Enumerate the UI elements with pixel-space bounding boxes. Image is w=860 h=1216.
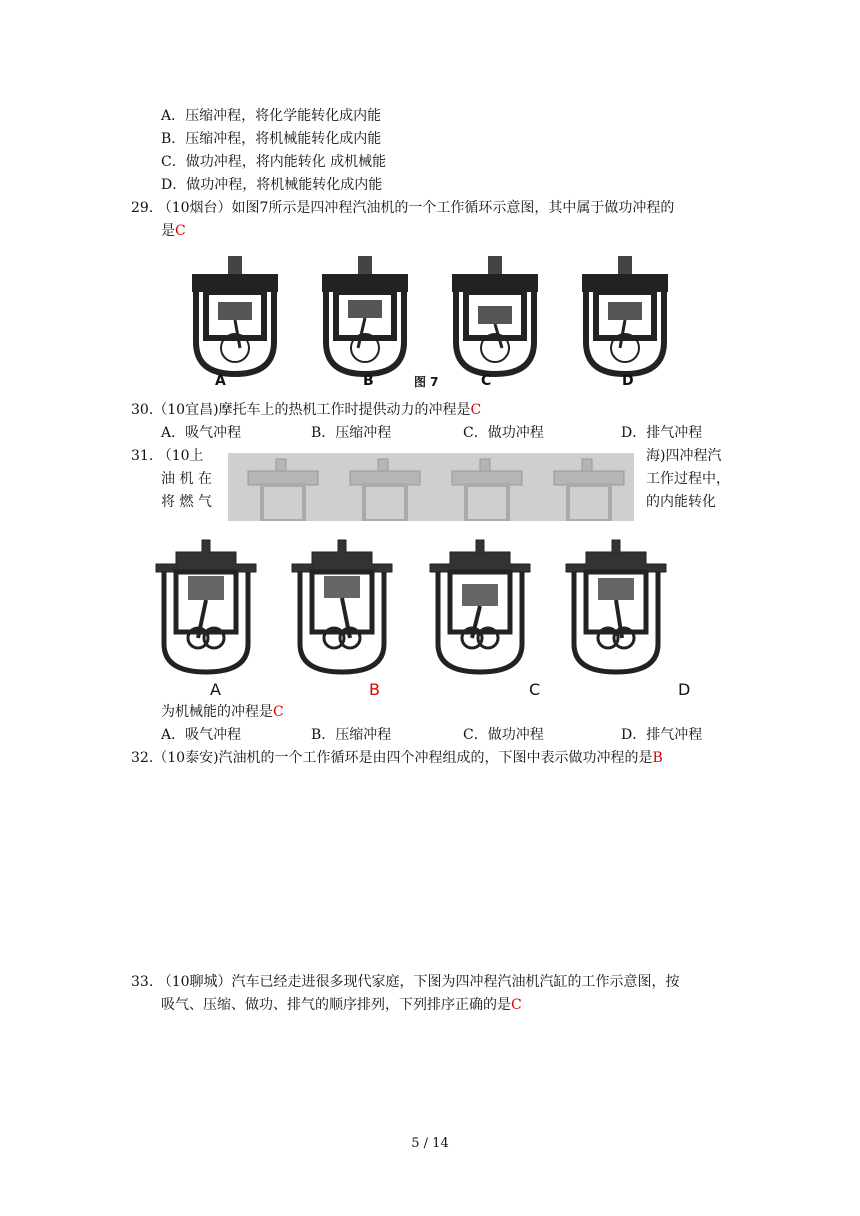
q30-text xyxy=(131,400,481,420)
q31-label-b: B xyxy=(369,680,380,699)
q31-engines-figure xyxy=(150,530,680,680)
q33-text-line1: 33. （10聊城）汽车已经走进很多现代家庭，下图为四冲程汽油机汽缸的工作示意图，按 xyxy=(131,974,680,990)
fig7-label-b: B xyxy=(363,373,374,389)
q28-option-d: D．做功冲程，将机械能转化成内能 xyxy=(161,177,383,193)
q30-option-b: B．压缩冲程 xyxy=(311,425,392,441)
figure-7-engines xyxy=(180,244,690,394)
q31-option-c: C．做功冲程 xyxy=(463,727,544,743)
q32-answer: B xyxy=(652,750,663,766)
q32-text xyxy=(131,748,663,768)
q31-left-2: 油 机 在 xyxy=(161,471,212,487)
q31-right-2: 工作过程中， xyxy=(646,471,730,487)
q31-left-3: 将 燃 气 xyxy=(161,494,212,510)
faded-engines xyxy=(228,453,634,521)
q31-option-d: D．排气冲程 xyxy=(621,727,703,743)
q31-right-3: 的内能转化 xyxy=(646,494,716,510)
q30-answer: C xyxy=(470,402,482,418)
engine-diagram xyxy=(192,256,668,374)
q29-text-line1: 29. （10烟台）如图7所示是四冲程汽油机的一个工作循环示意图，其中属于做功冲程的 xyxy=(131,200,675,216)
q28-option-b: B．压缩冲程，将机械能转化成内能 xyxy=(161,131,382,147)
q31-tail xyxy=(161,702,284,722)
q29-answer: C xyxy=(175,223,186,239)
q33-answer: C xyxy=(511,997,522,1013)
q31-faded-engine-image xyxy=(228,453,634,521)
q30-stem: 30.（10宜昌)摩托车上的热机工作时提供动力的冲程是 xyxy=(131,402,471,418)
q31-answer: C xyxy=(273,704,284,720)
fig7-label-d: D xyxy=(622,373,634,389)
q31-label-a: A xyxy=(210,680,221,699)
q33-stem-end: 吸气、压缩、做功、排气的顺序排列，下列排序正确的是 xyxy=(161,997,511,1013)
q31-option-a: A．吸气冲程 xyxy=(161,727,242,743)
fig7-label-c: C xyxy=(481,373,492,389)
q31-right-1: 海)四冲程汽 xyxy=(646,448,722,464)
q32-stem: 32.（10泰安)汽油机的一个工作循环是由四个冲程组成的，下图中表示做功冲程的是 xyxy=(131,750,653,766)
fig7-label-a: A xyxy=(215,373,226,389)
q30-option-d: D．排气冲程 xyxy=(621,425,703,441)
q31-stem-end: 为机械能的冲程是 xyxy=(161,704,273,720)
q28-option-a: A．压缩冲程，将化学能转化成内能 xyxy=(161,108,382,124)
fig7-caption: 图 7 xyxy=(414,375,439,389)
q31-label-c: C xyxy=(529,680,541,699)
engine-diagram xyxy=(156,540,666,672)
q29-stem-end: 是 xyxy=(161,223,175,239)
q28-option-c: C．做功冲程，将内能转化 成机械能 xyxy=(161,154,387,170)
q31-label-d: D xyxy=(678,680,691,699)
page-number: 5 / 14 xyxy=(411,1136,449,1151)
q31-option-b: B．压缩冲程 xyxy=(311,727,392,743)
q30-option-c: C．做功冲程 xyxy=(463,425,544,441)
q29-text-line2 xyxy=(161,221,186,241)
q30-option-a: A．吸气冲程 xyxy=(161,425,242,441)
q33-text-line2 xyxy=(161,995,522,1015)
q31-left-1: 31. （10上 xyxy=(131,448,204,464)
